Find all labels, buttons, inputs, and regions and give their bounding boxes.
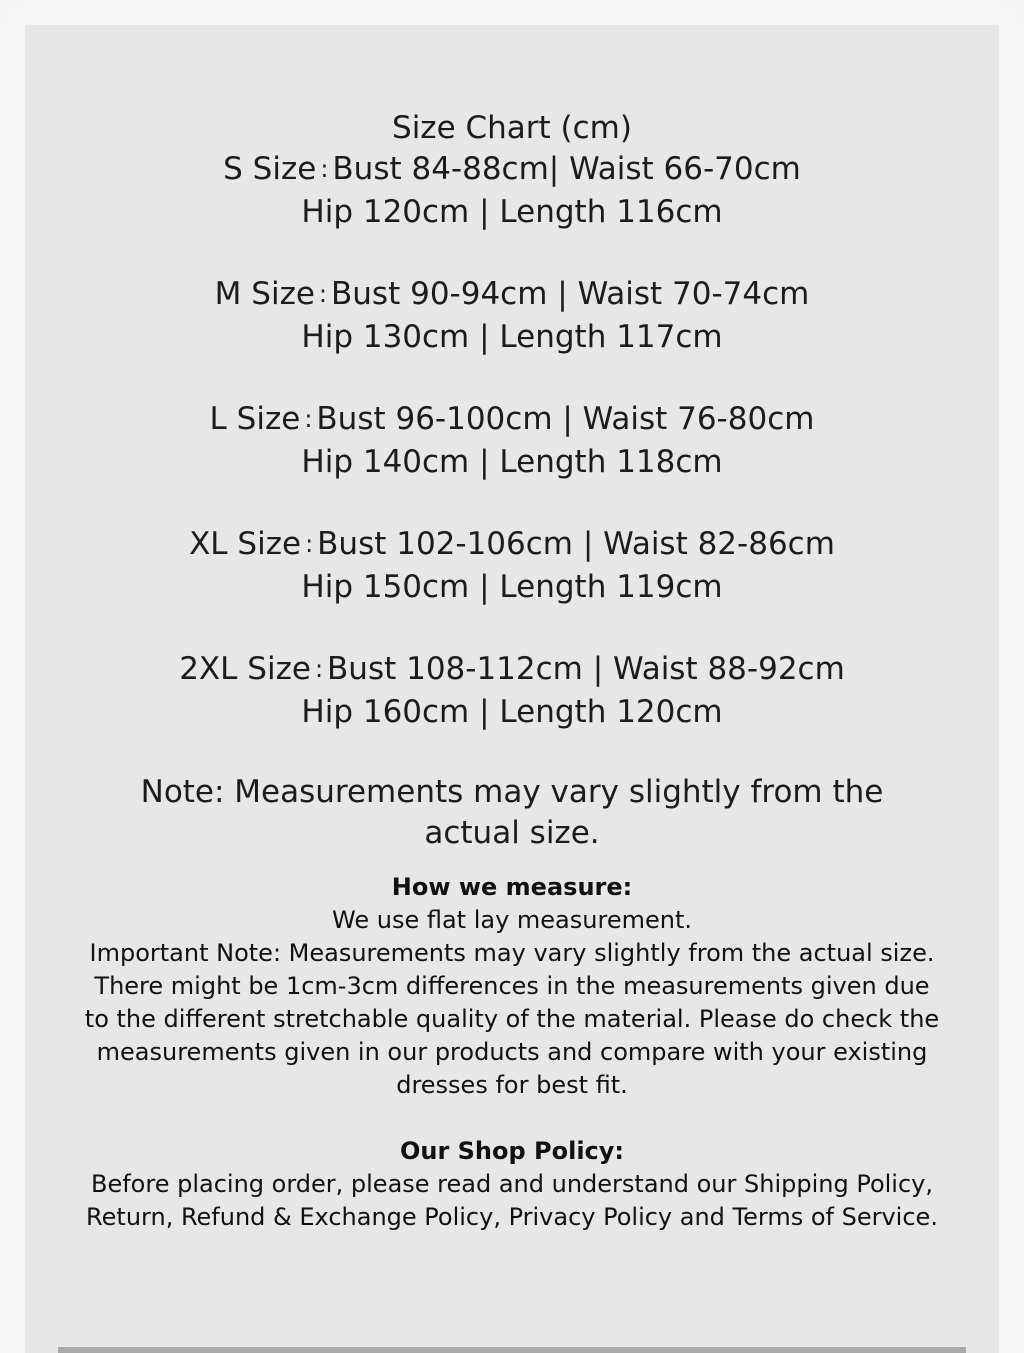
size-measures: Bust 102-106cm | Waist 82-86cm: [317, 526, 835, 562]
size-label: XL Size: [189, 526, 302, 562]
size-row-s: [25, 149, 999, 192]
size-row-l-detail: Hip 140cm | Length 118cm: [301, 444, 723, 480]
size-row-xl-detail: Hip 150cm | Length 119cm: [301, 569, 723, 605]
size-row-xl: [25, 524, 999, 567]
size-row-2xl: [25, 649, 999, 692]
size-label: S Size: [223, 151, 317, 187]
size-label: 2XL Size: [179, 651, 311, 687]
size-measures: Bust 84-88cm| Waist 66-70cm: [332, 151, 801, 187]
size-label: M Size: [214, 276, 315, 312]
size-chart-note: Note: Measurements may vary slightly from the: [140, 774, 884, 810]
size-separator: :: [305, 530, 314, 558]
shop-policy-text: Before placing order, please read and understand our Shipping Policy, Return, Refund & Exchange Policy, Privacy Policy and Terms of Service.: [86, 1170, 938, 1231]
size-chart-image: [25, 108, 999, 854]
how-we-measure-heading: How we measure:: [391, 873, 633, 901]
description-text: [25, 871, 999, 1234]
size-chart-note-cont: actual size.: [424, 815, 600, 851]
size-row-m-detail: Hip 130cm | Length 117cm: [301, 319, 723, 355]
size-label: L Size: [209, 401, 301, 437]
size-separator: :: [314, 655, 324, 683]
important-note-text: Important Note: Measurements may vary slightly from the actual size. There might be 1cm-3cm differences in the measurements given due to the different stretchable quality of the material. Please do check the measurements given in our products and compare with your existing dresses for best fit.: [84, 939, 940, 1099]
size-row-s-detail: Hip 120cm | Length 116cm: [301, 194, 723, 230]
size-row-l: [25, 399, 999, 442]
size-chart-title: Size Chart (cm): [392, 110, 632, 146]
size-measures: Bust 96-100cm | Waist 76-80cm: [316, 401, 815, 437]
size-measures: Bust 90-94cm | Waist 70-74cm: [331, 276, 810, 312]
shop-policy-heading: Our Shop Policy:: [399, 1137, 625, 1165]
size-measures: Bust 108-112cm | Waist 88-92cm: [327, 651, 845, 687]
how-we-measure-text: We use flat lay measurement.: [332, 906, 692, 934]
divider: [58, 1347, 966, 1353]
size-row-2xl-detail: Hip 160cm | Length 120cm: [301, 694, 723, 730]
size-separator: :: [318, 280, 328, 308]
size-separator: :: [320, 155, 329, 183]
size-separator: :: [304, 405, 313, 433]
product-description-panel: [25, 25, 999, 1353]
size-row-m: [25, 274, 999, 317]
